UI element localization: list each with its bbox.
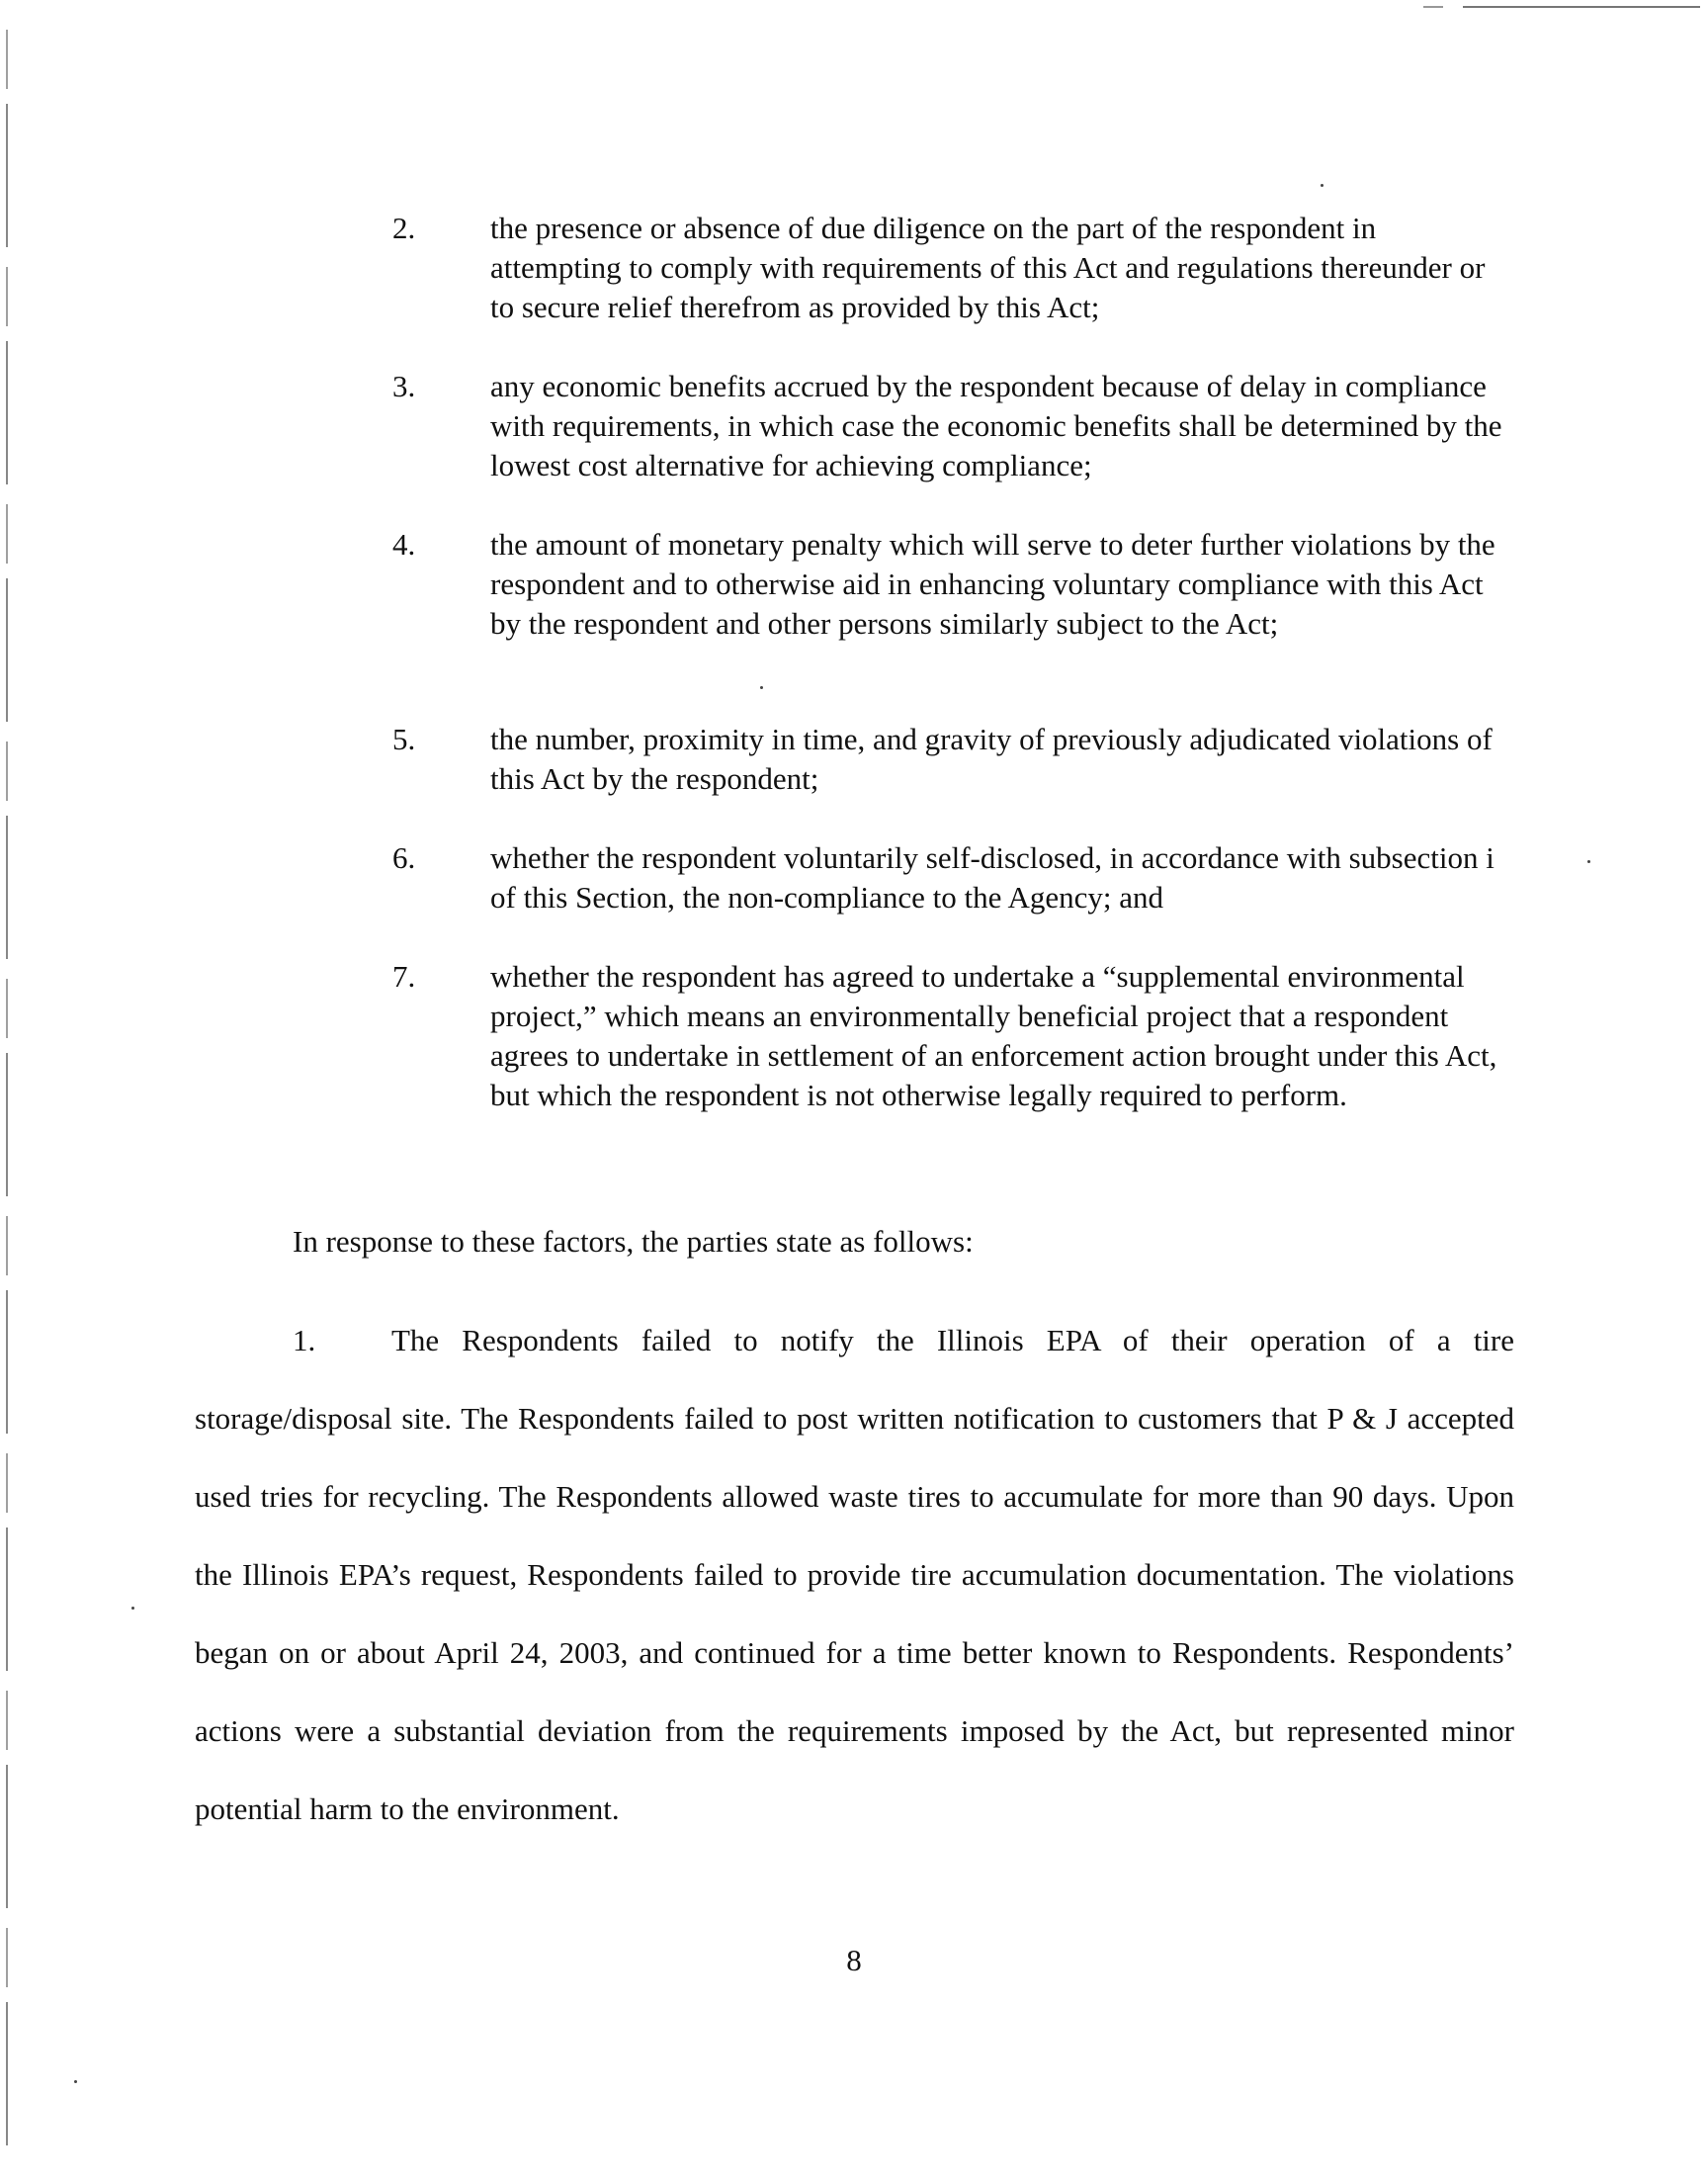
criteria-item-number: 5. <box>392 722 416 756</box>
response-intro: In response to these factors, the parties state as follows: <box>293 1224 974 1259</box>
scan-edge-artifact <box>6 30 8 2155</box>
criteria-item-text: the presence or absence of due diligence on the part of the respondent in attempting to comply with requirements of this Act and regulations thereunder or to secure relief therefrom as provided by this Act; <box>490 211 1486 324</box>
scan-speck <box>131 1607 134 1610</box>
scan-speck <box>74 2080 77 2083</box>
paragraph-text: The Respondents failed to notify the Illinois EPA of their operation of a tire storage/disposal site. The Respondents failed to post written notification to customers that P & J accepted used tries for recycling. The Respondents allowed waste tires to accumulate for more than 90 days. Upon the Illinois EPA’s request, Respondents failed to provide tire accumulation documentation. The violations began on or about April 24, 2003, and continued for a time better known to Respondents. Respondents’ actions were a substantial deviation from the requirements imposed by the Act, but represented minor potential harm to the environment. <box>195 1323 1514 1826</box>
criteria-item-text: the amount of monetary penalty which will serve to deter further violations by the respondent and to otherwise aid in enhancing voluntary compliance with this Act by the respondent and other persons similarly subject to the Act; <box>490 527 1495 641</box>
criteria-item-text: whether the respondent voluntarily self-disclosed, in accordance with subsection i of this Section, the non-compliance to the Agency; and <box>490 840 1494 915</box>
scan-top-rule-artifact <box>1423 6 1700 8</box>
criteria-item-number: 7. <box>392 959 416 994</box>
criteria-item-number: 3. <box>392 369 416 403</box>
criteria-item-number: 2. <box>392 211 416 245</box>
scan-speck <box>760 686 763 689</box>
paragraph-number: 1. <box>293 1323 316 1357</box>
page-number: 8 <box>846 1943 862 1977</box>
scan-speck <box>1587 860 1590 863</box>
criteria-item-number: 6. <box>392 840 416 875</box>
response-paragraph-1 <box>195 1301 1514 1848</box>
scan-speck <box>1321 184 1324 187</box>
criteria-item-text: the number, proximity in time, and gravity of previously adjudicated violations of this Act by the respondent; <box>490 722 1493 796</box>
criteria-item-text: whether the respondent has agreed to undertake a “supplemental environmental project,” which means an environmentally beneficial project that a respondent agrees to undertake in settlement of an enforcement action brought under this Act, but which the respondent is not otherwise legally required to perform. <box>490 959 1497 1112</box>
criteria-item-number: 4. <box>392 527 416 562</box>
criteria-item-text: any economic benefits accrued by the respondent because of delay in compliance with requirements, in which case the economic benefits shall be determined by the lowest cost alternative for achieving compliance; <box>490 369 1502 482</box>
